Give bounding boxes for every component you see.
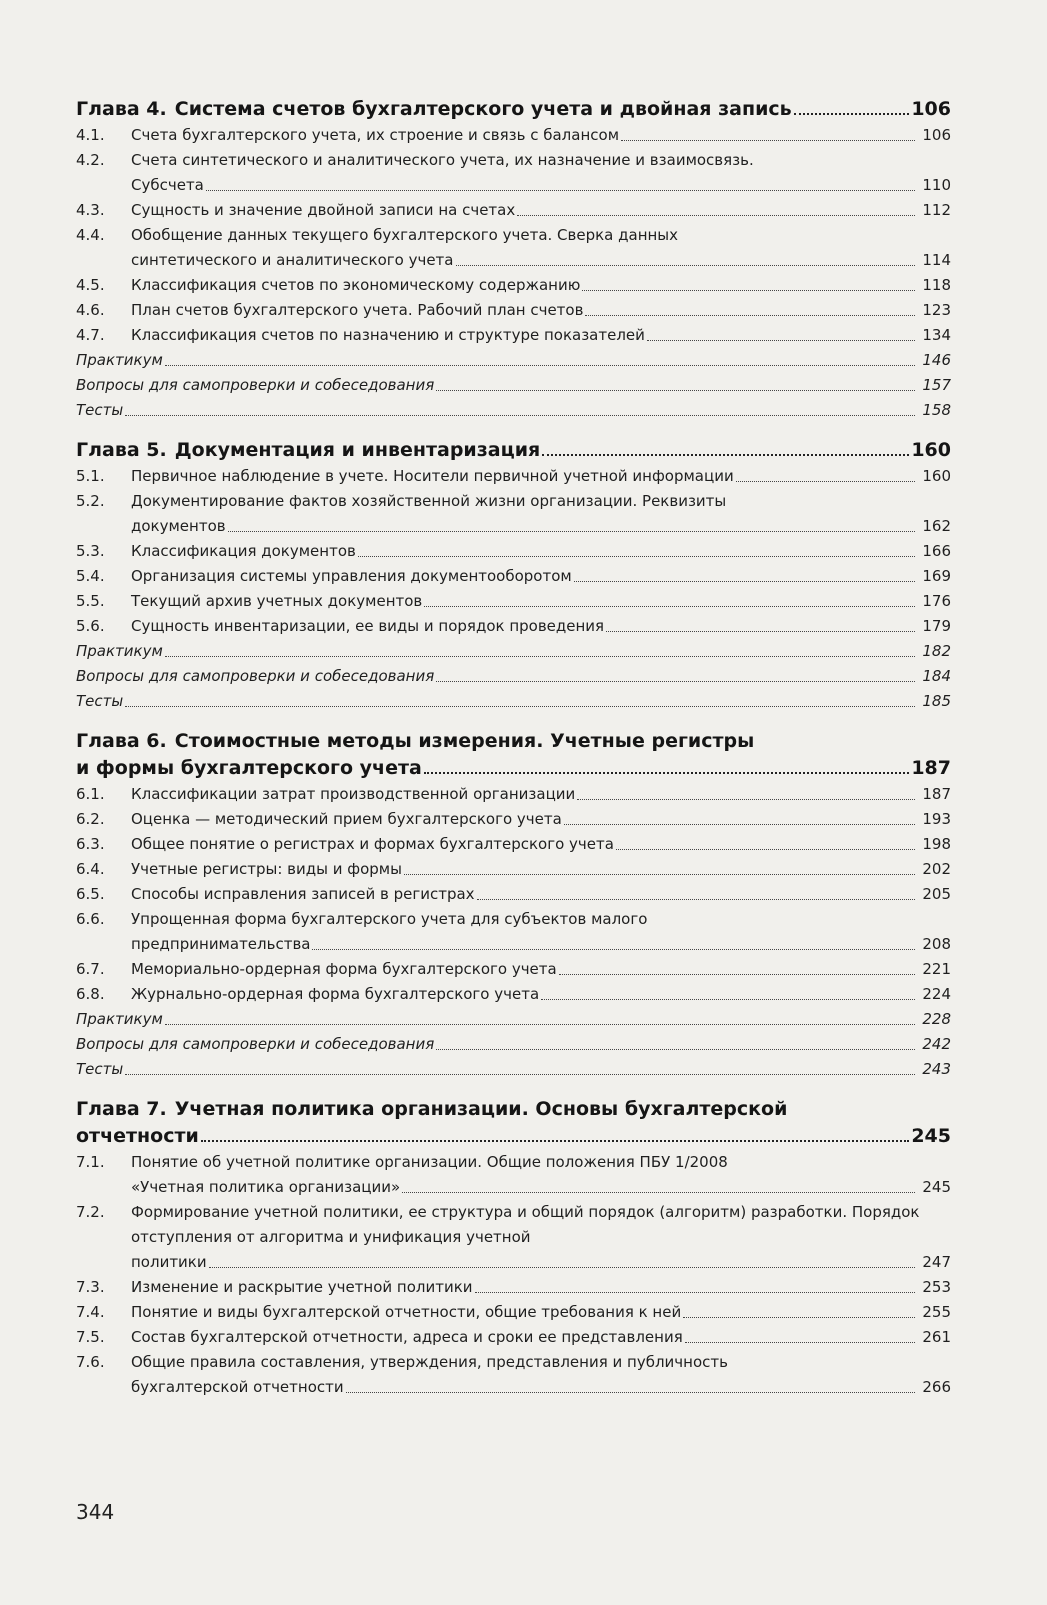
entry-title: бухгалтерской отчетности — [131, 1378, 344, 1396]
chapter-title: Документация и инвентаризация — [174, 439, 541, 461]
entry-page: 205 — [922, 885, 951, 903]
dot-leader — [228, 531, 915, 532]
chapter-heading-line — [76, 728, 951, 755]
entry-number: 7.6. — [76, 1353, 105, 1371]
entry-page: 247 — [922, 1253, 951, 1271]
dot-leader — [564, 824, 915, 825]
entry-row — [131, 857, 951, 882]
dot-leader — [346, 1392, 915, 1393]
entry-title-line: Обобщение данных текущего бухгалтерского учета. Сверка данных — [131, 226, 679, 244]
entry-page: 179 — [922, 617, 951, 635]
entry-title: документов — [131, 517, 226, 535]
dot-leader — [201, 1140, 909, 1142]
toc-entry[interactable] — [76, 1200, 951, 1275]
entry-title: Счета бухгалтерского учета, их строение и связь с балансом — [131, 126, 620, 144]
dot-leader — [475, 1292, 915, 1293]
entry-page: 169 — [922, 567, 951, 585]
entry-row — [131, 882, 951, 907]
entry-body — [131, 1275, 951, 1300]
extra-page: 146 — [922, 351, 951, 369]
entry-page: 266 — [922, 1378, 951, 1396]
extra-title: Тесты — [76, 1060, 124, 1078]
dot-leader — [436, 1049, 915, 1050]
entry-number: 6.3. — [76, 835, 105, 853]
entry-body — [131, 1300, 951, 1325]
entry-page: 245 — [922, 1178, 951, 1196]
chapter-label — [76, 437, 540, 464]
entry-row — [131, 1275, 951, 1300]
entry-body — [131, 832, 951, 857]
chapter-heading[interactable] — [76, 96, 951, 123]
chapter-title: Система счетов бухгалтерского учета и двойная запись — [174, 98, 792, 120]
toc-entry[interactable] — [76, 882, 951, 907]
entry-page: 106 — [922, 126, 951, 144]
entry-title: Классификация документов — [131, 542, 356, 560]
dot-leader — [404, 874, 915, 875]
entry-body — [131, 273, 951, 298]
chapter-title: отчетности — [76, 1125, 199, 1147]
extra-title: Тесты — [76, 692, 124, 710]
dot-leader — [683, 1317, 915, 1318]
toc-entry[interactable] — [76, 807, 951, 832]
entry-row — [131, 323, 951, 348]
toc-entry[interactable] — [76, 907, 951, 957]
dot-leader — [477, 899, 915, 900]
chapter-number: Глава 6. — [76, 730, 167, 752]
entry-number: 6.4. — [76, 860, 105, 878]
dot-leader — [402, 1192, 915, 1193]
toc-entry[interactable] — [76, 198, 951, 223]
entry-number: 5.5. — [76, 592, 105, 610]
entry-page: 134 — [922, 326, 951, 344]
entry-number: 4.7. — [76, 326, 105, 344]
toc-entry[interactable] — [76, 614, 951, 639]
entry-body — [131, 298, 951, 323]
entry-page: 193 — [922, 810, 951, 828]
toc-entry[interactable] — [76, 782, 951, 807]
chapter-title: и формы бухгалтерского учета — [76, 757, 422, 779]
entry-body — [131, 907, 951, 957]
entry-body — [131, 982, 951, 1007]
toc-extra-entry[interactable] — [76, 1057, 951, 1082]
entry-page: 255 — [922, 1303, 951, 1321]
entry-row — [131, 782, 951, 807]
entry-body — [131, 564, 951, 589]
dot-leader — [606, 631, 915, 632]
dot-leader — [574, 581, 915, 582]
extra-title: Вопросы для самопроверки и собеседования — [76, 1035, 435, 1053]
entry-row — [131, 273, 951, 298]
entry-number: 4.2. — [76, 151, 105, 169]
entry-body — [131, 1350, 951, 1400]
entry-number: 7.4. — [76, 1303, 105, 1321]
entry-body — [131, 464, 951, 489]
entry-body — [131, 323, 951, 348]
entry-number: 4.6. — [76, 301, 105, 319]
entry-title: Способы исправления записей в регистрах — [131, 885, 475, 903]
chapter-page: 160 — [911, 439, 951, 461]
dot-leader — [559, 974, 915, 975]
toc-entry[interactable] — [76, 123, 951, 148]
entry-page: 253 — [922, 1278, 951, 1296]
dot-leader — [165, 656, 915, 657]
dot-leader — [424, 606, 915, 607]
dot-leader — [794, 113, 909, 115]
entry-title: Состав бухгалтерской отчетности, адреса и сроки ее представления — [131, 1328, 683, 1346]
entry-title: Классификации затрат производственной организации — [131, 785, 576, 803]
entry-row — [131, 589, 951, 614]
entry-title: Оценка — методический прием бухгалтерского учета — [131, 810, 562, 828]
dot-leader — [456, 265, 916, 266]
toc-entry[interactable] — [76, 832, 951, 857]
entry-number: 6.7. — [76, 960, 105, 978]
entry-row — [131, 832, 951, 857]
entry-body — [131, 223, 951, 273]
entry-page: 221 — [922, 960, 951, 978]
entry-number: 7.5. — [76, 1328, 105, 1346]
entry-title: «Учетная политика организации» — [131, 1178, 401, 1196]
entry-number: 5.4. — [76, 567, 105, 585]
toc-entry[interactable] — [76, 982, 951, 1007]
entry-body — [131, 614, 951, 639]
entry-number: 5.3. — [76, 542, 105, 560]
entry-body — [131, 857, 951, 882]
dot-leader — [685, 1342, 915, 1343]
toc-extra-entry[interactable] — [76, 689, 951, 714]
entry-page: 187 — [922, 785, 951, 803]
entry-body — [131, 1200, 951, 1275]
chapter-heading-line — [76, 1096, 951, 1123]
extra-page: 185 — [922, 692, 951, 710]
dot-leader — [358, 556, 915, 557]
entry-body — [131, 807, 951, 832]
dot-leader — [424, 772, 909, 774]
entry-title-line: Упрощенная форма бухгалтерского учета для субъектов малого — [131, 910, 648, 928]
entry-number: 6.6. — [76, 910, 105, 928]
extra-page: 228 — [922, 1010, 951, 1028]
entry-row — [131, 464, 951, 489]
chapter-heading[interactable] — [76, 755, 951, 782]
entry-title: предпринимательства — [131, 935, 311, 953]
toc-entry[interactable] — [76, 148, 951, 198]
entry-body — [131, 148, 951, 198]
entry-title: Журнально-ордерная форма бухгалтерского учета — [131, 985, 540, 1003]
toc-extra-entry[interactable] — [76, 348, 951, 373]
entry-number: 5.1. — [76, 467, 105, 485]
dot-leader — [312, 949, 915, 950]
entry-page: 202 — [922, 860, 951, 878]
dot-leader — [582, 290, 915, 291]
chapter-title-line1: Стоимостные методы измерения. Учетные регистры — [174, 730, 755, 752]
extra-title: Практикум — [76, 642, 163, 660]
entry-row — [131, 1250, 951, 1275]
entry-title: Организация системы управления документооборотом — [131, 567, 572, 585]
entry-body — [131, 782, 951, 807]
entry-number: 7.1. — [76, 1153, 105, 1171]
entry-number: 6.2. — [76, 810, 105, 828]
extra-title: Практикум — [76, 351, 163, 369]
entry-page: 118 — [922, 276, 951, 294]
entry-title: Субсчета — [131, 176, 204, 194]
entry-page: 166 — [922, 542, 951, 560]
toc-entry[interactable] — [76, 273, 951, 298]
entry-page: 160 — [922, 467, 951, 485]
entry-body — [131, 489, 951, 539]
toc-extra-entry[interactable] — [76, 373, 951, 398]
entry-body — [131, 198, 951, 223]
dot-leader — [206, 190, 915, 191]
dot-leader — [621, 140, 915, 141]
entry-row — [131, 248, 951, 273]
dot-leader — [577, 799, 915, 800]
entry-row — [131, 807, 951, 832]
extra-page: 158 — [922, 401, 951, 419]
entry-body — [131, 882, 951, 907]
dot-leader — [585, 315, 915, 316]
entry-body — [131, 1325, 951, 1350]
entry-page: 198 — [922, 835, 951, 853]
chapter-page: 245 — [911, 1125, 951, 1147]
page-number: 344 — [76, 1500, 115, 1524]
entry-title: Мемориально-ордерная форма бухгалтерского учета — [131, 960, 557, 978]
dot-leader — [736, 481, 915, 482]
toc-entry[interactable] — [76, 1350, 951, 1400]
entry-number: 4.1. — [76, 126, 105, 144]
entry-page: 176 — [922, 592, 951, 610]
extra-title: Практикум — [76, 1010, 163, 1028]
toc-entry[interactable] — [76, 564, 951, 589]
entry-page: 112 — [922, 201, 951, 219]
entry-body — [131, 123, 951, 148]
extra-page: 242 — [922, 1035, 951, 1053]
entry-page: 261 — [922, 1328, 951, 1346]
entry-page: 110 — [922, 176, 951, 194]
extra-page: 182 — [922, 642, 951, 660]
extra-page: 243 — [922, 1060, 951, 1078]
entry-number: 4.4. — [76, 226, 105, 244]
toc-entry[interactable] — [76, 298, 951, 323]
toc-entry[interactable] — [76, 539, 951, 564]
entry-body — [131, 957, 951, 982]
entry-title-line: Формирование учетной политики, ее структура и общий порядок (алгоритм) разработки. Порядок отступления от алгоритма и унификация учетной — [131, 1203, 920, 1246]
dot-leader — [165, 1024, 915, 1025]
chapter-heading[interactable] — [76, 1123, 951, 1150]
entry-title: Классификация счетов по экономическому содержанию — [131, 276, 581, 294]
entry-row — [131, 173, 951, 198]
dot-leader — [125, 415, 915, 416]
entry-title: политики — [131, 1253, 207, 1271]
dot-leader — [436, 681, 915, 682]
entry-row — [131, 1175, 951, 1200]
table-of-contents — [76, 96, 951, 1400]
toc-entry[interactable] — [76, 589, 951, 614]
chapter-number: Глава 5. — [76, 439, 167, 461]
dot-leader — [517, 215, 915, 216]
entry-row — [131, 932, 951, 957]
entry-body — [131, 539, 951, 564]
entry-row — [131, 957, 951, 982]
entry-title-line: Общие правила составления, утверждения, представления и публичность — [131, 1353, 728, 1371]
entry-title-line: Документирование фактов хозяйственной жизни организации. Реквизиты — [131, 492, 727, 510]
entry-title: Сущность и значение двойной записи на счетах — [131, 201, 516, 219]
toc-extra-entry[interactable] — [76, 664, 951, 689]
chapter-page: 187 — [911, 757, 951, 779]
entry-number: 6.5. — [76, 885, 105, 903]
toc-extra-entry[interactable] — [76, 1032, 951, 1057]
extra-title: Тесты — [76, 401, 124, 419]
dot-leader — [125, 706, 915, 707]
entry-number: 6.1. — [76, 785, 105, 803]
dot-leader — [541, 999, 915, 1000]
toc-entry[interactable] — [76, 323, 951, 348]
entry-number: 4.5. — [76, 276, 105, 294]
toc-entry[interactable] — [76, 1300, 951, 1325]
entry-number: 6.8. — [76, 985, 105, 1003]
toc-entry[interactable] — [76, 464, 951, 489]
dot-leader — [647, 340, 915, 341]
entry-page: 162 — [922, 517, 951, 535]
toc-extra-entry[interactable] — [76, 1007, 951, 1032]
chapter-heading[interactable] — [76, 437, 951, 464]
extra-title: Вопросы для самопроверки и собеседования — [76, 376, 435, 394]
entry-row — [131, 539, 951, 564]
chapter-section — [76, 728, 951, 1082]
chapter-number: Глава 4. — [76, 98, 167, 120]
chapter-section — [76, 1096, 951, 1400]
entry-title: синтетического и аналитического учета — [131, 251, 454, 269]
entry-page: 208 — [922, 935, 951, 953]
entry-row — [131, 198, 951, 223]
entry-row — [131, 982, 951, 1007]
toc-entry[interactable] — [76, 223, 951, 273]
extra-page: 157 — [922, 376, 951, 394]
toc-entry[interactable] — [76, 1275, 951, 1300]
toc-entry[interactable] — [76, 489, 951, 539]
entry-page: 123 — [922, 301, 951, 319]
entry-page: 114 — [922, 251, 951, 269]
entry-number: 7.2. — [76, 1203, 105, 1221]
entry-number: 7.3. — [76, 1278, 105, 1296]
entry-row — [131, 514, 951, 539]
entry-row — [131, 1375, 951, 1400]
chapter-label — [76, 96, 792, 123]
entry-title: Изменение и раскрытие учетной политики — [131, 1278, 473, 1296]
entry-row — [131, 1300, 951, 1325]
chapter-number: Глава 7. — [76, 1098, 167, 1120]
entry-title: Понятие и виды бухгалтерской отчетности, общие требования к ней — [131, 1303, 682, 1321]
entry-title-line: Счета синтетического и аналитического учета, их назначение и взаимосвязь. — [131, 151, 754, 169]
entry-title: План счетов бухгалтерского учета. Рабочий план счетов — [131, 301, 584, 319]
dot-leader — [209, 1267, 915, 1268]
toc-extra-entry[interactable] — [76, 639, 951, 664]
toc-entry[interactable] — [76, 1150, 951, 1200]
chapter-section — [76, 437, 951, 714]
toc-extra-entry[interactable] — [76, 398, 951, 423]
entry-title: Первичное наблюдение в учете. Носители первичной учетной информации — [131, 467, 734, 485]
chapter-section — [76, 96, 951, 423]
entry-number: 5.2. — [76, 492, 105, 510]
toc-entry[interactable] — [76, 957, 951, 982]
entry-row — [131, 1325, 951, 1350]
entry-row — [131, 123, 951, 148]
entry-title: Текущий архив учетных документов — [131, 592, 423, 610]
dot-leader — [165, 365, 915, 366]
entry-body — [131, 1150, 951, 1200]
dot-leader — [436, 390, 915, 391]
dot-leader — [125, 1074, 915, 1075]
chapter-title-line1: Учетная политика организации. Основы бухгалтерской — [174, 1098, 788, 1120]
dot-leader — [616, 849, 915, 850]
entry-page: 224 — [922, 985, 951, 1003]
entry-number: 4.3. — [76, 201, 105, 219]
toc-entry[interactable] — [76, 1325, 951, 1350]
dot-leader — [542, 454, 909, 456]
chapter-page: 106 — [911, 98, 951, 120]
entry-title: Учетные регистры: виды и формы — [131, 860, 402, 878]
entry-row — [131, 614, 951, 639]
entry-row — [131, 298, 951, 323]
toc-entry[interactable] — [76, 857, 951, 882]
extra-title: Вопросы для самопроверки и собеседования — [76, 667, 435, 685]
extra-page: 184 — [922, 667, 951, 685]
entry-title: Общее понятие о регистрах и формах бухгалтерского учета — [131, 835, 614, 853]
entry-body — [131, 589, 951, 614]
entry-title-line: Понятие об учетной политике организации. Общие положения ПБУ 1/2008 — [131, 1153, 728, 1171]
entry-number: 5.6. — [76, 617, 105, 635]
entry-row — [131, 564, 951, 589]
entry-title: Классификация счетов по назначению и структуре показателей — [131, 326, 645, 344]
entry-title: Сущность инвентаризации, ее виды и порядок проведения — [131, 617, 605, 635]
